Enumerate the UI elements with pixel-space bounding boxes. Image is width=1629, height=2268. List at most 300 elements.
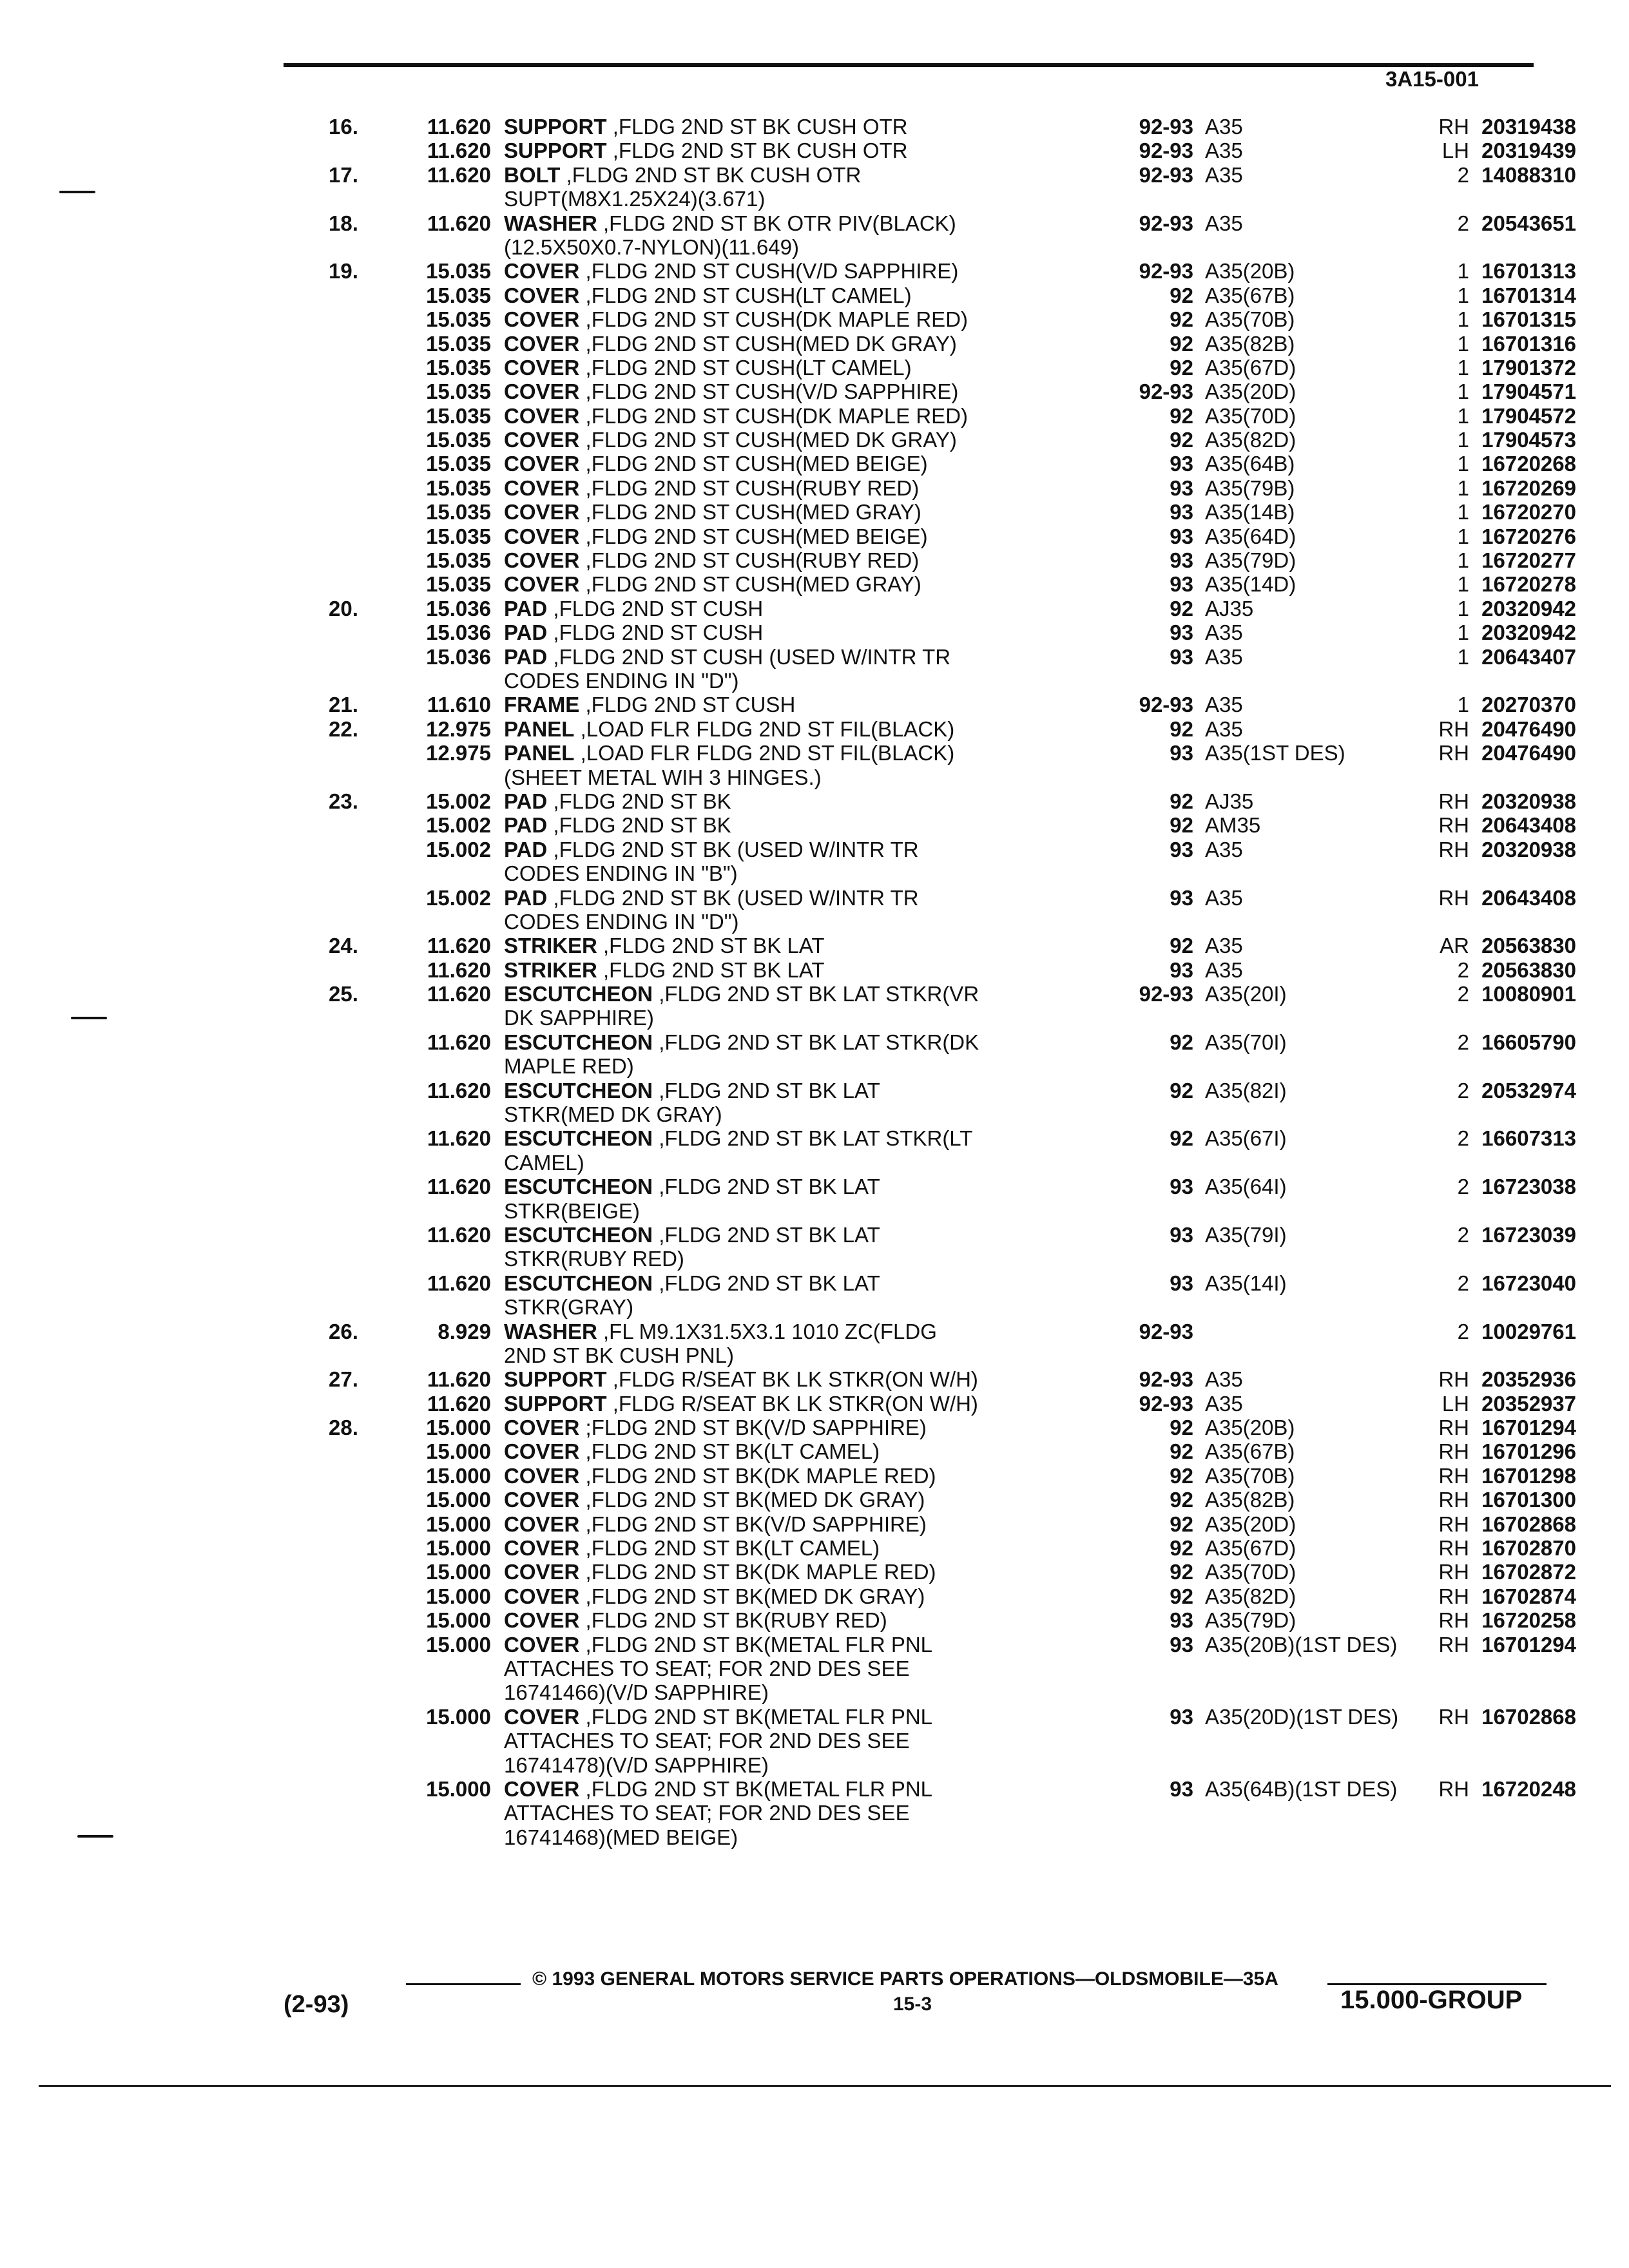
quantity: 1 [1457, 572, 1469, 597]
quantity: 2 [1457, 982, 1469, 1006]
part-detail: ,FLDG 2ND ST BK LAT STKR(DK [653, 1030, 979, 1054]
part-name: COVER [504, 1704, 580, 1729]
model-code: A35(20D) [1205, 380, 1296, 404]
quantity: 2 [1457, 1222, 1469, 1247]
quantity: 1 [1457, 596, 1469, 620]
part-detail: CAMEL) [504, 1150, 584, 1175]
group-number: 11.620 [427, 1222, 491, 1247]
part-name: COVER [504, 500, 580, 524]
model-code: A35(14D) [1205, 572, 1296, 597]
part-description [504, 910, 1166, 934]
model-year: 92-93 [1139, 259, 1193, 284]
quantity: RH [1438, 1632, 1469, 1657]
quantity: RH [1438, 1560, 1469, 1584]
part-number: 20320938 [1481, 837, 1576, 861]
part-description [504, 1006, 1166, 1030]
group-number: 11.610 [427, 693, 491, 717]
part-name: ESCUTCHEON [504, 1175, 653, 1199]
table-row [329, 1632, 1576, 1657]
group-number: 15.035 [426, 500, 491, 524]
part-detail: ,FLDG 2ND ST CUSH [547, 596, 764, 620]
table-row [329, 1584, 1576, 1608]
group-number: 15.000 [426, 1488, 491, 1512]
quantity: RH [1438, 115, 1469, 139]
group-number: 15.036 [426, 596, 491, 620]
part-number: 16720270 [1481, 500, 1576, 524]
model-year: 92 [1170, 716, 1193, 741]
quantity: RH [1438, 1463, 1469, 1488]
table-row [329, 1319, 1576, 1343]
model-code: A35(64B) [1205, 452, 1295, 476]
part-detail: ,FLDG 2ND ST BK OTR PIV(BLACK) [597, 211, 956, 235]
part-number: 20643408 [1481, 885, 1576, 910]
group-number: 15.000 [426, 1512, 491, 1536]
part-number: 10080901 [1481, 982, 1576, 1006]
group-number: 15.036 [426, 620, 491, 645]
part-number: 20563830 [1481, 934, 1576, 958]
model-year: 93 [1170, 620, 1193, 645]
part-detail: ,FLDG 2ND ST BK(METAL FLR PNL [579, 1632, 933, 1657]
part-name: SUPPORT [504, 1391, 607, 1416]
part-description [504, 1729, 1166, 1753]
part-detail: (12.5X50X0.7-NYLON)(11.649) [504, 235, 799, 259]
model-code: AJ35 [1205, 789, 1254, 813]
part-number: 16720277 [1481, 548, 1576, 573]
quantity: 1 [1457, 500, 1469, 524]
model-year: 93 [1170, 1608, 1193, 1633]
part-detail: SUPT(M8X1.25X24)(3.671) [504, 187, 766, 211]
part-detail: ,LOAD FLR FLDG 2ND ST FIL(BLACK) [574, 716, 955, 741]
part-name: COVER [504, 572, 580, 597]
part-detail: 16741466)(V/D SAPPHIRE) [504, 1680, 769, 1705]
part-name: COVER [504, 524, 580, 548]
part-number: 14088310 [1481, 162, 1576, 187]
part-number: 20352937 [1481, 1391, 1576, 1416]
part-number: 20320938 [1481, 789, 1576, 813]
part-number: 16723040 [1481, 1271, 1576, 1295]
model-year: 92 [1170, 403, 1193, 428]
quantity: 2 [1457, 957, 1469, 982]
part-number: 16720268 [1481, 452, 1576, 476]
part-number: 16701300 [1481, 1488, 1576, 1512]
part-number: 17901372 [1481, 355, 1576, 380]
part-detail: ,FLDG 2ND ST CUSH(MED DK GRAY) [579, 428, 957, 452]
model-code: A35 [1205, 620, 1243, 645]
table-row [329, 1126, 1576, 1151]
model-code: A35 [1205, 211, 1243, 235]
part-number: 16702870 [1481, 1536, 1576, 1561]
model-year: 92-93 [1139, 1319, 1193, 1343]
table-row [329, 765, 1553, 789]
ref-number: 28. [329, 1416, 358, 1440]
part-description [504, 669, 1166, 693]
part-number: 16702868 [1481, 1704, 1576, 1729]
model-year: 93 [1170, 548, 1193, 573]
model-year: 92 [1170, 1536, 1193, 1561]
table-row [329, 1801, 1553, 1825]
part-number: 16605790 [1481, 1030, 1576, 1054]
table-row [329, 1030, 1576, 1054]
table-row [329, 235, 1553, 259]
quantity: RH [1438, 789, 1469, 813]
part-name: COVER [504, 331, 580, 356]
table-row [329, 910, 1553, 934]
part-description [504, 187, 1166, 211]
revision-date: (2-93) [284, 1991, 349, 2018]
table-row [329, 813, 1576, 838]
part-name: PAD [504, 644, 548, 669]
quantity: 1 [1457, 331, 1469, 356]
quantity: 1 [1457, 548, 1469, 573]
page-number: 15-3 [893, 1994, 932, 2015]
part-number: 16723039 [1481, 1222, 1576, 1247]
ref-number: 24. [329, 934, 358, 958]
model-code: A35 [1205, 139, 1243, 163]
part-number: 16701316 [1481, 331, 1576, 356]
part-detail: 2ND ST BK CUSH PNL) [504, 1343, 734, 1367]
table-row [329, 1776, 1576, 1801]
table-row [329, 355, 1576, 380]
quantity: 1 [1457, 259, 1469, 284]
model-year: 92 [1170, 1030, 1193, 1054]
model-year: 92 [1170, 1416, 1193, 1440]
part-detail: ,FLDG 2ND ST BK(DK MAPLE RED) [579, 1560, 936, 1584]
model-year: 92 [1170, 596, 1193, 620]
part-detail: ,FLDG 2ND ST CUSH(LT CAMEL) [579, 283, 912, 307]
part-name: COVER [504, 1488, 580, 1512]
part-detail: ,FLDG 2ND ST BK(V/D SAPPHIRE) [579, 1512, 927, 1536]
part-number: 20543651 [1481, 211, 1576, 235]
part-detail: ,FLDG 2ND ST BK CUSH OTR [606, 139, 908, 163]
ref-number: 19. [329, 259, 358, 284]
part-description [504, 1247, 1166, 1271]
group-number: 15.035 [426, 283, 491, 307]
part-detail: ATTACHES TO SEAT; FOR 2ND DES SEE [504, 1801, 910, 1825]
table-row [329, 1439, 1576, 1464]
group-number: 11.620 [427, 162, 491, 187]
model-code: A35(70D) [1205, 403, 1296, 428]
model-code: A35(67B) [1205, 283, 1295, 307]
part-name: SUPPORT [504, 1367, 607, 1392]
part-detail: ,FLDG 2ND ST CUSH(MED DK GRAY) [579, 331, 957, 356]
group-number: 11.620 [427, 1175, 491, 1199]
part-detail: ,FLDG 2ND ST BK CUSH OTR [560, 162, 862, 187]
model-code: A35(20B) [1205, 259, 1295, 284]
part-detail: ,FLDG 2ND ST CUSH(DK MAPLE RED) [579, 403, 969, 428]
part-detail: 16741478)(V/D SAPPHIRE) [504, 1753, 769, 1777]
group-number: 15.000 [426, 1439, 491, 1464]
part-number: 16720278 [1481, 572, 1576, 597]
part-detail: STKR(BEIGE) [504, 1198, 640, 1223]
part-name: COVER [504, 1560, 580, 1584]
part-detail: DK SAPPHIRE) [504, 1006, 654, 1030]
part-description [504, 235, 1166, 259]
part-number: 16607313 [1481, 1126, 1576, 1151]
part-detail: ;FLDG 2ND ST BK(V/D SAPPHIRE) [579, 1416, 927, 1440]
part-name: WASHER [504, 211, 597, 235]
table-row [329, 187, 1553, 211]
group-number: 12.975 [426, 716, 491, 741]
ref-number: 25. [329, 982, 358, 1006]
part-name: PAD [504, 837, 548, 861]
part-number: 17904573 [1481, 428, 1576, 452]
model-year: 93 [1170, 572, 1193, 597]
margin-mark [71, 1017, 107, 1019]
group-number: 15.002 [426, 885, 491, 910]
quantity: RH [1438, 1439, 1469, 1464]
quantity: AR [1440, 934, 1469, 958]
part-detail: ,FLDG 2ND ST CUSH(RUBY RED) [579, 548, 920, 573]
table-row [329, 115, 1576, 139]
table-row [329, 1054, 1553, 1078]
model-code: A35 [1205, 885, 1243, 910]
model-code: A35(70B) [1205, 307, 1295, 332]
model-year: 93 [1170, 524, 1193, 548]
model-code: A35 [1205, 693, 1243, 717]
model-year: 92-93 [1139, 211, 1193, 235]
part-name: BOLT [504, 162, 561, 187]
part-description [504, 1151, 1166, 1175]
margin-mark [77, 1835, 113, 1838]
quantity: 1 [1457, 452, 1469, 476]
part-detail: ,FLDG R/SEAT BK LK STKR(ON W/H) [606, 1367, 978, 1392]
model-code: A35(1ST DES) [1205, 741, 1345, 765]
part-detail: ,FLDG 2ND ST BK(MED DK GRAY) [579, 1584, 925, 1608]
part-name: SUPPORT [504, 115, 607, 139]
part-name: COVER [504, 1584, 580, 1608]
model-code: A35(70D) [1205, 1560, 1296, 1584]
table-row [329, 380, 1576, 404]
table-row [329, 885, 1576, 910]
table-row [329, 741, 1576, 765]
model-year: 93 [1170, 644, 1193, 669]
part-detail: ,FLDG 2ND ST BK CUSH OTR [606, 115, 908, 139]
model-year: 93 [1170, 1222, 1193, 1247]
model-year: 92-93 [1139, 693, 1193, 717]
part-number: 16701313 [1481, 259, 1576, 284]
part-name: ESCUTCHEON [504, 1030, 653, 1054]
model-code: A35(20D)(1ST DES) [1205, 1704, 1399, 1729]
table-row [329, 837, 1576, 861]
quantity: LH [1441, 1391, 1469, 1416]
model-code: A35(67I) [1205, 1126, 1287, 1151]
group-number: 15.000 [426, 1704, 491, 1729]
margin-mark [59, 191, 95, 193]
part-number: 20643407 [1481, 644, 1576, 669]
part-number: 16702868 [1481, 1512, 1576, 1536]
table-row [329, 1247, 1553, 1271]
table-row [329, 1295, 1553, 1319]
model-code: A35 [1205, 837, 1243, 861]
part-name: COVER [504, 1512, 580, 1536]
part-detail: ,FLDG 2ND ST BK(METAL FLR PNL [579, 1704, 933, 1729]
part-name: COVER [504, 1416, 580, 1440]
part-description [504, 861, 1166, 885]
model-code: A35 [1205, 716, 1243, 741]
model-year: 92 [1170, 789, 1193, 813]
model-code: A35(67D) [1205, 1536, 1296, 1561]
quantity: RH [1438, 1536, 1469, 1561]
quantity: RH [1438, 1367, 1469, 1392]
table-row [329, 1391, 1576, 1416]
quantity: RH [1438, 1608, 1469, 1633]
group-label: 15.000-GROUP [1340, 1986, 1523, 2014]
part-detail: ,FLDG 2ND ST BK (USED W/INTR TR [547, 885, 919, 910]
ref-number: 22. [329, 716, 358, 741]
quantity: 1 [1457, 307, 1469, 332]
group-number: 15.000 [426, 1463, 491, 1488]
model-code: A35(79D) [1205, 1608, 1296, 1633]
group-number: 15.002 [426, 789, 491, 813]
table-row [329, 1488, 1576, 1512]
table-row [329, 403, 1576, 428]
part-detail: ,LOAD FLR FLDG 2ND ST FIL(BLACK) [574, 741, 955, 765]
part-name: COVER [504, 355, 580, 380]
part-description [504, 1657, 1166, 1680]
table-row [329, 716, 1576, 741]
part-number: 20532974 [1481, 1078, 1576, 1102]
part-detail: ,FL M9.1X31.5X3.1 1010 ZC(FLDG [597, 1319, 937, 1343]
part-name: COVER [504, 476, 580, 500]
part-detail: ,FLDG 2ND ST CUSH(V/D SAPPHIRE) [579, 380, 959, 404]
model-year: 92-93 [1139, 162, 1193, 187]
part-name: PAD [504, 813, 548, 838]
part-number: 16701315 [1481, 307, 1576, 332]
table-row [329, 259, 1576, 284]
ref-number: 21. [329, 693, 358, 717]
quantity: 2 [1457, 1175, 1469, 1199]
model-year: 93 [1170, 1704, 1193, 1729]
table-row [329, 211, 1576, 235]
quantity: RH [1438, 885, 1469, 910]
part-name: PAD [504, 789, 548, 813]
quantity: 2 [1457, 1319, 1469, 1343]
model-year: 92-93 [1139, 1391, 1193, 1416]
model-year: 92-93 [1139, 1367, 1193, 1392]
model-code: A35(70I) [1205, 1030, 1287, 1054]
model-code: A35(79I) [1205, 1222, 1287, 1247]
part-description [504, 1680, 1166, 1704]
part-detail: CODES ENDING IN "D") [504, 668, 739, 693]
quantity: 2 [1457, 1030, 1469, 1054]
ref-number: 16. [329, 115, 358, 139]
quantity: 1 [1457, 380, 1469, 404]
part-description [504, 1199, 1166, 1223]
part-number: 16701296 [1481, 1439, 1576, 1464]
model-code: A35(82D) [1205, 1584, 1296, 1608]
model-year: 92 [1170, 331, 1193, 356]
table-row [329, 789, 1576, 813]
model-code: A35(20I) [1205, 982, 1287, 1006]
model-year: 92 [1170, 1560, 1193, 1584]
part-number: 20563830 [1481, 957, 1576, 982]
model-year: 92 [1170, 307, 1193, 332]
table-row [329, 1657, 1553, 1680]
table-row [329, 693, 1576, 717]
part-number: 16723038 [1481, 1175, 1576, 1199]
part-number: 16701314 [1481, 283, 1576, 307]
group-number: 15.035 [426, 572, 491, 597]
part-name: WASHER [504, 1319, 597, 1343]
part-number: 20320942 [1481, 620, 1576, 645]
quantity: RH [1438, 837, 1469, 861]
model-year: 92 [1170, 1584, 1193, 1608]
model-code: A35(64D) [1205, 524, 1296, 548]
ref-number: 18. [329, 211, 358, 235]
table-row [329, 1608, 1576, 1633]
model-year: 92 [1170, 1126, 1193, 1151]
group-number: 15.035 [426, 331, 491, 356]
part-detail: ,FLDG 2ND ST BK (USED W/INTR TR [547, 837, 919, 861]
part-number: 16720276 [1481, 524, 1576, 548]
part-description [504, 1054, 1166, 1078]
part-number: 20320942 [1481, 596, 1576, 620]
part-number: 20319439 [1481, 139, 1576, 163]
part-name: FRAME [504, 693, 580, 717]
table-row [329, 331, 1576, 356]
model-year: 93 [1170, 1271, 1193, 1295]
table-row [329, 524, 1576, 548]
table-row [329, 982, 1576, 1006]
table-row [329, 283, 1576, 307]
model-code: A35(14B) [1205, 500, 1295, 524]
quantity: 1 [1457, 476, 1469, 500]
part-number: 20352936 [1481, 1367, 1576, 1392]
quantity: RH [1438, 1584, 1469, 1608]
table-row [329, 934, 1576, 958]
part-number: 10029761 [1481, 1319, 1576, 1343]
model-year: 93 [1170, 1776, 1193, 1801]
part-number: 16701294 [1481, 1416, 1576, 1440]
quantity: RH [1438, 716, 1469, 741]
quantity: RH [1438, 1776, 1469, 1801]
part-description [504, 1295, 1166, 1319]
quantity: 1 [1457, 283, 1469, 307]
table-row [329, 1729, 1553, 1753]
group-number: 11.620 [427, 211, 491, 235]
part-name: COVER [504, 259, 580, 284]
part-description [504, 1825, 1166, 1849]
quantity: 2 [1457, 211, 1469, 235]
table-row [329, 162, 1576, 187]
part-detail: ,FLDG 2ND ST BK LAT [597, 957, 825, 982]
table-row [329, 644, 1576, 669]
top-rule [284, 63, 1534, 67]
table-row [329, 1271, 1576, 1295]
quantity: 2 [1457, 1271, 1469, 1295]
group-number: 15.000 [426, 1560, 491, 1584]
table-row [329, 500, 1576, 524]
part-name: COVER [504, 1463, 580, 1488]
part-number: 20319438 [1481, 115, 1576, 139]
part-number: 20476490 [1481, 741, 1576, 765]
group-number: 15.000 [426, 1536, 491, 1561]
model-code: A35(14I) [1205, 1271, 1287, 1295]
group-number: 15.035 [426, 355, 491, 380]
table-row [329, 620, 1576, 645]
table-row [329, 861, 1553, 885]
part-detail: ,FLDG 2ND ST BK [547, 813, 731, 838]
model-year: 92-93 [1139, 380, 1193, 404]
part-name: PAD [504, 885, 548, 910]
table-row [329, 669, 1553, 693]
ref-number: 26. [329, 1319, 358, 1343]
group-number: 15.035 [426, 380, 491, 404]
part-name: COVER [504, 428, 580, 452]
model-year: 93 [1170, 957, 1193, 982]
group-number: 11.620 [427, 139, 491, 163]
part-name: COVER [504, 1608, 580, 1633]
